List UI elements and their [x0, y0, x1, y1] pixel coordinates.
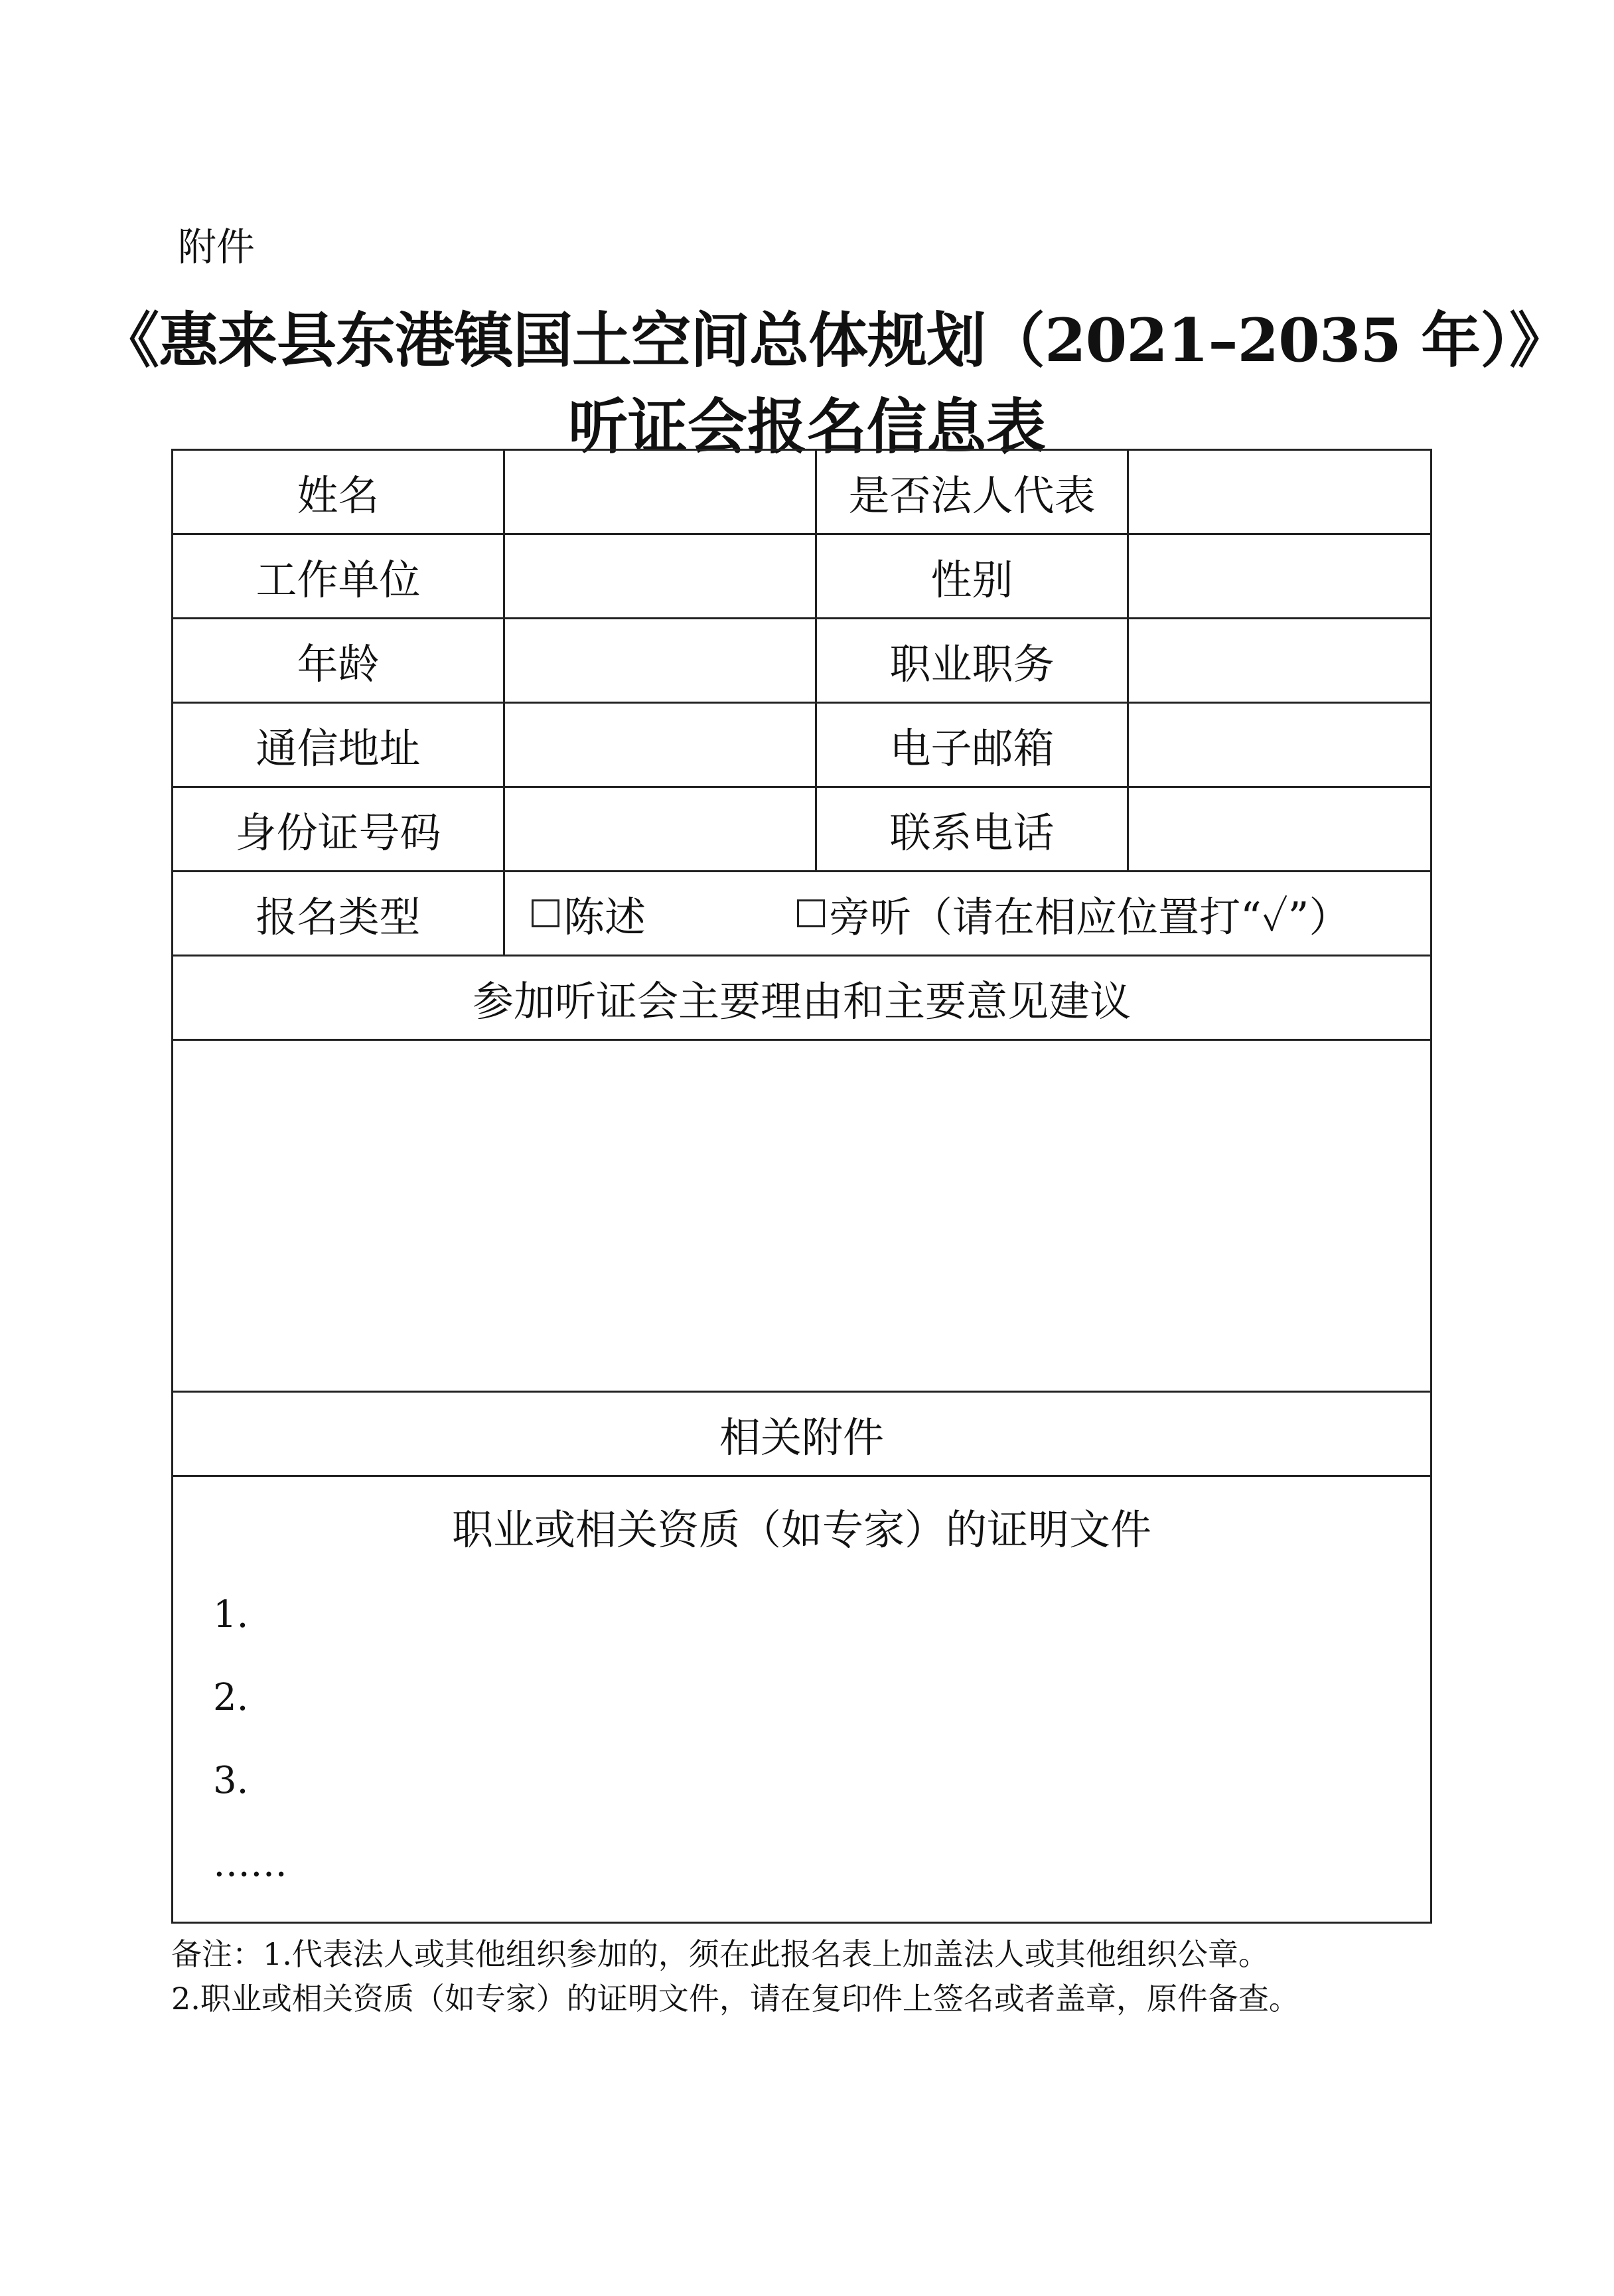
list-item-3: 3.	[213, 1759, 249, 1802]
gender-field[interactable]	[1129, 535, 1434, 617]
note-line-1: 备注：1.代表法人或其他组织参加的，须在此报名表上加盖法人或其他组织公章。	[171, 1936, 1269, 1972]
form-row-name	[173, 451, 1430, 535]
email-label: 电子邮箱	[817, 704, 1129, 786]
occupation-field[interactable]	[1129, 619, 1434, 702]
legal-rep-field[interactable]	[1129, 451, 1434, 533]
email-field[interactable]	[1129, 704, 1434, 786]
attachments-subtitle: 职业或相关资质（如专家）的证明文件	[451, 1505, 1151, 1554]
list-item-1: 1.	[213, 1593, 249, 1636]
form-row-age	[173, 619, 1430, 704]
name-field[interactable]	[505, 451, 817, 533]
type-options	[505, 872, 1430, 955]
attachments-header: 相关附件	[719, 1413, 884, 1462]
id-number-label: 身份证号码	[173, 788, 505, 870]
employer-field[interactable]	[505, 535, 817, 617]
list-item-2: 2.	[213, 1676, 249, 1719]
age-label: 年龄	[173, 619, 505, 702]
reason-header: 参加听证会主要理由和主要意见建议	[472, 976, 1131, 1026]
listen-checkbox[interactable]	[797, 899, 825, 927]
gender-label: 性别	[817, 535, 1129, 617]
document-subtitle: 听证会报名信息表	[568, 392, 1046, 462]
form-row-type	[173, 872, 1430, 957]
name-label: 姓名	[173, 451, 505, 533]
document-title: 《惠来县东港镇国土空间总体规划（2021–2035 年）》	[100, 305, 1569, 376]
employer-label: 工作单位	[173, 535, 505, 617]
attachment-label: 附件	[178, 224, 256, 269]
age-field[interactable]	[505, 619, 817, 702]
type-label: 报名类型	[173, 872, 505, 955]
list-item-ellipsis: ……	[213, 1842, 287, 1885]
speak-checkbox[interactable]	[532, 899, 559, 927]
form-row-id	[173, 788, 1430, 872]
speak-option-label: 陈述	[563, 892, 646, 941]
phone-label: 联系电话	[817, 788, 1129, 870]
attachments-area[interactable]	[173, 1477, 1430, 1922]
legal-rep-label: 是否法人代表	[817, 451, 1129, 533]
phone-field[interactable]	[1129, 788, 1434, 870]
form-row-address	[173, 704, 1430, 788]
listen-option-label: 旁听（请在相应位置打“✓”）	[829, 892, 1351, 941]
address-label: 通信地址	[173, 704, 505, 786]
form-row-employer	[173, 535, 1430, 619]
address-field[interactable]	[505, 704, 817, 786]
attachments-header-row	[173, 1393, 1430, 1477]
id-number-field[interactable]	[505, 788, 817, 870]
registration-form	[171, 449, 1432, 1924]
occupation-label: 职业职务	[817, 619, 1129, 702]
note-line-2: 2.职业或相关资质（如专家）的证明文件，请在复印件上签名或者盖章，原件备查。	[171, 1981, 1299, 2017]
reason-field[interactable]	[173, 1041, 1430, 1393]
reason-header-row	[173, 957, 1430, 1041]
